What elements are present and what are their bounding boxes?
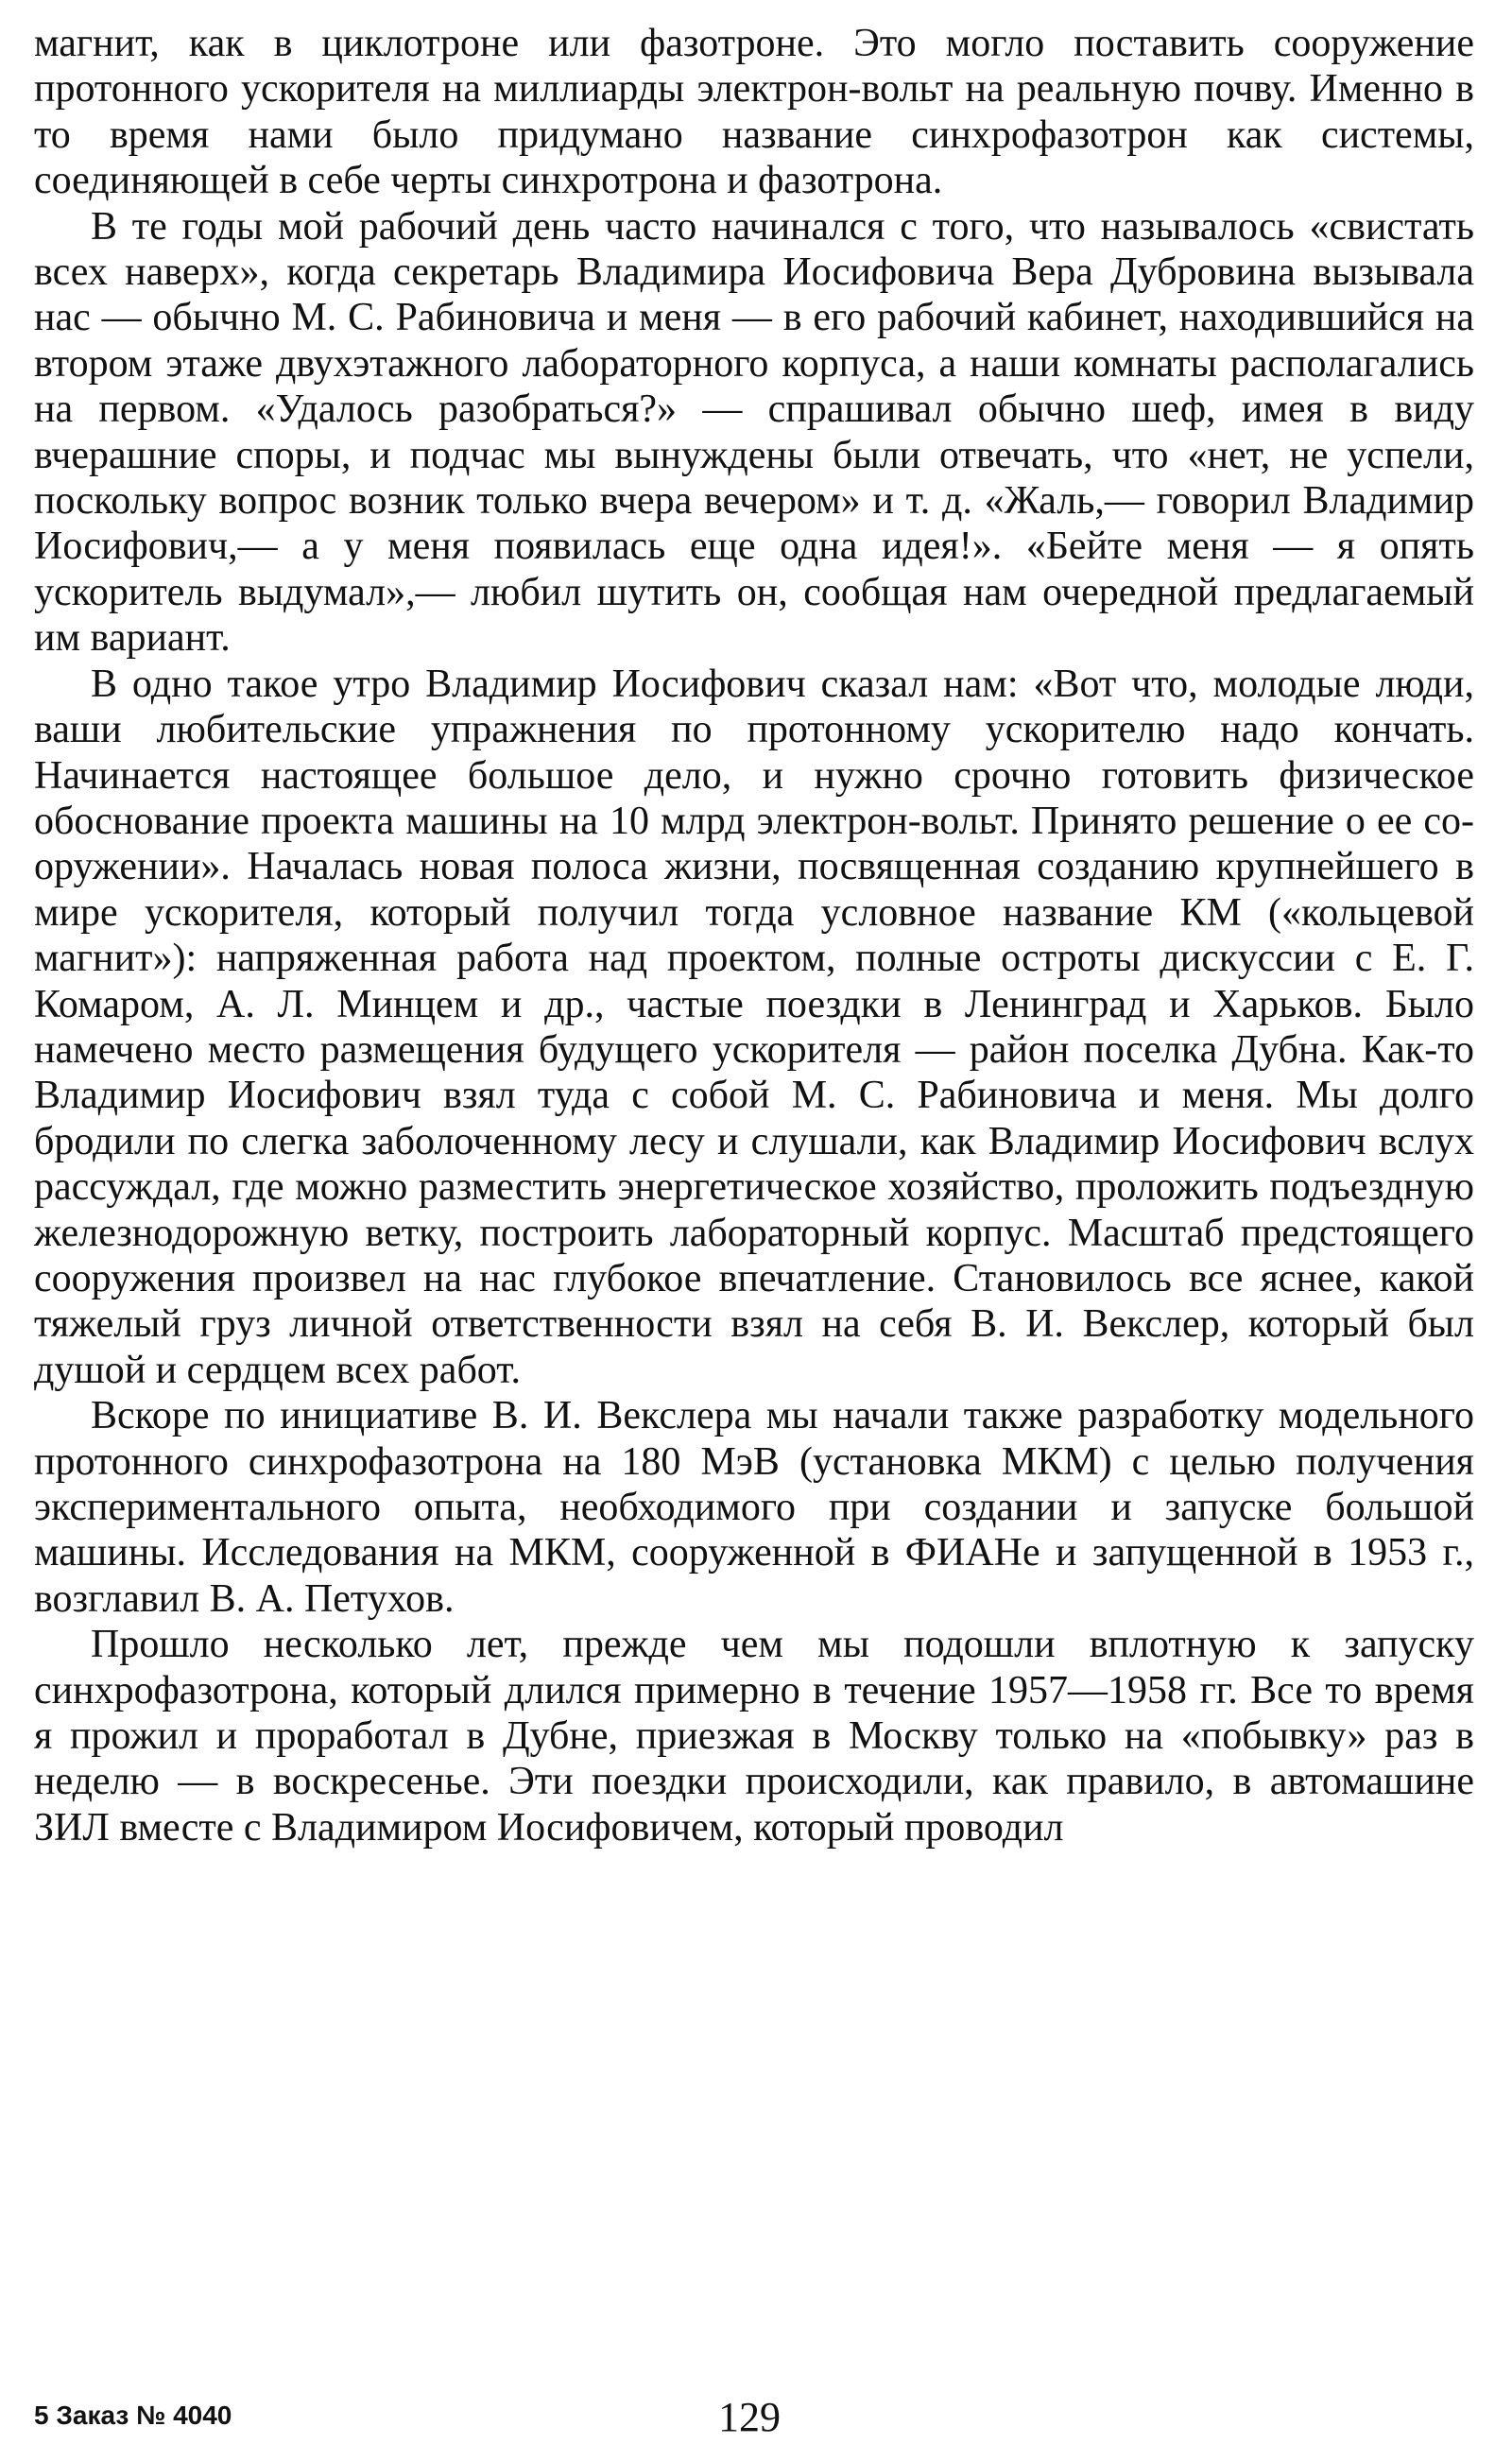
paragraph-1: магнит, как в циклотроне или фазотроне. Это могло поставить сооружение протонного ускорителя на миллиарды электрон-вольт на реальную почву. Именно в то время нами было придумано название синхрофазотрон как системы, соединяющей в себе черты синхротрона и фазотрона. xyxy=(34,22,1474,203)
page-number: 129 xyxy=(718,2394,781,2440)
paragraph-3: В одно такое утро Владимир Иосифович сказал нам: «Вот что, молодые люди, ваши любительские упражнения по протонному ускорителю надо кончать. Начинается настоящее большое дело, и нужно срочно готовить физическое обоснование проекта машины на 10 млрд электрон-вольт. Принято решение о ее сооружении». Началась новая полоса жизни, посвященная созданию крупнейшего в мире ускорителя, который получил тогда условное название КМ («кольцевой магнит»): напряженная работа над проектом, полные остроты дискуссии с Е. Г. Комаром, А. Л. Минцем и др., частые поездки в Ленинград и Харьков. Было намечено место размещения будущего ускорителя — район поселка Дубна. Как-то Владимир Иосифович взял туда с собой М. С. Рабиновича и меня. Мы долго бродили по слегка заболоченному лесу и слушали, как Владимир Иосифович вслух рассуждал, где можно разместить энергетическое хозяйство, проложить подъездную железнодорожную ветку, построить лабораторный корпус. Масштаб предстоящего сооружения произвел на нас глубокое впечатление. Становилось все яснее, какой тяжелый груз личной ответственности взял на себя В. И. Векслер, который был душой и сердцем всех работ. xyxy=(34,662,1474,1392)
paragraph-5: Прошло несколько лет, прежде чем мы подошли вплотную к запуску синхрофазотрона, который длился примерно в течение 1957—1958 гг. Все то время я прожил и проработал в Дубне, приезжая в Москву только на «побывку» раз в неделю — в воскресенье. Эти поездки происходили, как правило, в автомашине ЗИЛ вместе с Владимиром Иосифовичем, который проводил xyxy=(34,1623,1474,1850)
paragraph-2: В те годы мой рабочий день часто начинался с того, что называлось «свистать всех наверх», когда секретарь Владимира Иосифовича Вера Дубровина вызывала нас — обычно М. С. Рабиновича и меня — в его рабочий кабинет, находившийся на втором этаже двухэтажного лабораторного корпуса, а наши комнаты располагались на первом. «Удалось разобраться?» — спрашивал обычно шеф, имея в виду вчерашние споры, и подчас мы вынуждены были отвечать, что «нет, не успели, поскольку вопрос возник только вчера вечером» и т. д. «Жаль,— говорил Владимир Иосифович,— а у меня появилась еще одна идея!». «Бейте меня — я опять ускоритель выдумал»,— любил шутить он, сообщая нам очередной предлагаемый им вариант. xyxy=(34,204,1474,661)
page-footer xyxy=(0,2393,1512,2450)
page-text xyxy=(34,21,1474,1850)
paragraph-4: Вскоре по инициативе В. И. Векслера мы начали также разработку модельного протонного синхрофазотрона на 180 МэВ (установка МКМ) с целью получения экспериментального опыта, необходимого при создании и запуске большой машины. Исследования на МКМ, сооруженной в ФИАНе и запущенной в 1953 г., возглавил В. А. Петухов. xyxy=(34,1394,1474,1621)
printer-signature: 5 Заказ № 4040 xyxy=(34,2401,232,2430)
